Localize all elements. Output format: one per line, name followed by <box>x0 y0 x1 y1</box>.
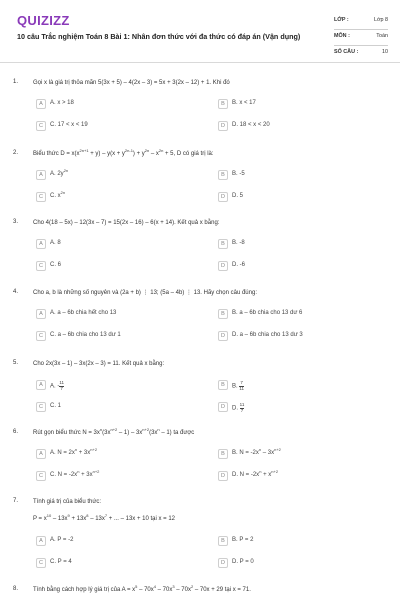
option-letter-box: A <box>36 170 46 180</box>
option-b[interactable] <box>218 309 383 321</box>
meta-value: Toán <box>376 33 388 39</box>
option-letter-box: D <box>218 471 228 481</box>
option-d[interactable] <box>218 261 383 273</box>
option-letter-box: B <box>218 380 228 390</box>
option-b[interactable] <box>218 536 383 548</box>
option-text: A. $N = 2x^n + 3x^{n+2}$ <box>50 447 98 456</box>
option-c[interactable] <box>36 471 201 483</box>
option-text: C. a – 6b chia cho 13 dư 1 <box>50 332 121 338</box>
option-text: C. 6 <box>50 262 62 268</box>
option-text: D. 18 < x < 20 <box>232 122 270 128</box>
option-b[interactable] <box>218 170 383 182</box>
option-b[interactable] <box>218 99 383 111</box>
option-letter-box: C <box>36 331 46 341</box>
option-text: B. a – 6b chia cho 13 dư 6 <box>232 310 303 316</box>
question-text: Cho 2x(3x – 1) – 3x(2x – 3) = 11. Kết quả x bằng: <box>33 361 165 367</box>
meta-label: LỚP : <box>334 17 349 23</box>
question-number: 2. <box>13 150 19 156</box>
option-letter-box: B <box>218 536 228 546</box>
option-letter-box: A <box>36 309 46 319</box>
question-number: 5. <box>13 360 19 366</box>
option-b[interactable] <box>218 449 383 461</box>
question-number: 7. <box>13 498 19 504</box>
option-letter-box: A <box>36 449 46 459</box>
option-text: B. $\frac{7}{11}$ <box>232 380 245 391</box>
option-text: A. $2y^{2n}$ <box>50 168 69 177</box>
option-text: A. 8 <box>50 240 61 246</box>
option-letter-box: B <box>218 99 228 109</box>
option-text: B. x < 17 <box>232 100 256 106</box>
option-text: B. $N = -2x^n - 3x^{n+2}$ <box>232 447 281 456</box>
question-text: Biểu thức $D = x(x^{2n+1} + y) - y(x + y^{2n-1}) + y^{2n} - x^{2n} + 5$, D có giá trị là: <box>33 148 214 157</box>
option-a[interactable] <box>36 449 201 461</box>
option-letter-box: B <box>218 449 228 459</box>
option-text: A. x > 18 <box>50 100 74 106</box>
option-text: C. 1 <box>50 403 62 409</box>
option-letter-box: B <box>218 239 228 249</box>
question-number: 1. <box>13 79 19 85</box>
option-text: B. -5 <box>232 171 245 177</box>
option-letter-box: C <box>36 261 46 271</box>
option-letter-box: D <box>218 192 228 202</box>
question-number: 3. <box>13 219 19 225</box>
meta-label: SỐ CÂU : <box>334 49 359 55</box>
question-expression: $P = x^{10} - 13x^9 + 13x^8 - 13x^7$ + ... – 13x + 10 tại x = 12 <box>33 513 176 522</box>
option-a[interactable] <box>36 536 201 548</box>
option-letter-box: C <box>36 471 46 481</box>
option-letter-box: B <box>218 309 228 319</box>
option-d[interactable] <box>218 402 383 414</box>
option-text: C. 17 < x < 19 <box>50 122 88 128</box>
option-text: B. P = 2 <box>232 537 254 543</box>
question-text: Cho 4(18 – 5x) – 12(3x – 7) = 15(2x – 16) – 6(x + 14). Kết quả x bằng: <box>33 220 220 226</box>
question-text: Gọi x là giá trị thỏa mãn 5(3x + 5) – 4(2x – 3) = 5x + 3(2x – 12) + 1. Khi đó <box>33 80 230 86</box>
option-letter-box: C <box>36 121 46 131</box>
option-a[interactable] <box>36 380 201 392</box>
option-text: D. P = 0 <box>232 559 254 565</box>
option-letter-box: D <box>218 402 228 412</box>
option-text: D. 5 <box>232 193 244 199</box>
page-title: 10 câu Trắc nghiệm Toán 8 Bài 1: Nhân đơn thức với đa thức có đáp án (Vận dụng) <box>17 32 301 41</box>
meta-row-class <box>334 14 388 30</box>
option-d[interactable] <box>218 192 383 204</box>
option-d[interactable] <box>218 558 383 570</box>
question-number: 4. <box>13 289 19 295</box>
option-letter-box: A <box>36 239 46 249</box>
option-text: D. $N = -2x^n + x^{n+2}$ <box>232 469 279 478</box>
option-c[interactable] <box>36 192 201 204</box>
option-letter-box: D <box>218 558 228 568</box>
option-c[interactable] <box>36 402 201 414</box>
option-letter-box: A <box>36 536 46 546</box>
option-text: D. $\frac{11}{7}$ <box>232 402 245 413</box>
option-d[interactable] <box>218 331 383 343</box>
meta-label: MÔN : <box>334 33 350 39</box>
option-letter-box: C <box>36 558 46 568</box>
question-text: Tính bằng cách hợp lý giá trị của $A = x^5 - 70x^4 - 70x^3 - 70x^2 - 70x + 29$ tại x = 71. <box>33 584 251 593</box>
question-text: Cho a, b là những số nguyên và (2a + b) ⋮ 13; (5a – 4b) ⋮ 13. Hãy chọn câu đúng: <box>33 290 257 296</box>
option-c[interactable] <box>36 261 201 273</box>
meta-value: Lớp 8 <box>373 17 388 23</box>
option-a[interactable] <box>36 170 201 182</box>
option-letter-box: A <box>36 380 46 390</box>
option-b[interactable] <box>218 380 383 392</box>
option-letter-box: D <box>218 331 228 341</box>
option-d[interactable] <box>218 121 383 133</box>
option-c[interactable] <box>36 558 201 570</box>
option-text: D. a – 6b chia cho 13 dư 3 <box>232 332 303 338</box>
option-letter-box: B <box>218 170 228 180</box>
question-text: Rút gọn biểu thức $N = 3x^n(3x^{n+2} - 1) - 3x^{n+2}(3x^n - 1)$ ta được <box>33 427 195 436</box>
header-divider <box>0 62 400 63</box>
question-number: 8. <box>13 586 19 592</box>
quizizz-logo: QUIZIZZ <box>17 13 70 28</box>
option-letter-box: A <box>36 99 46 109</box>
option-a[interactable] <box>36 99 201 111</box>
meta-panel <box>334 14 388 61</box>
option-a[interactable] <box>36 239 201 251</box>
option-text: A. P = -2 <box>50 537 74 543</box>
option-text: D. -6 <box>232 262 246 268</box>
option-c[interactable] <box>36 121 201 133</box>
option-b[interactable] <box>218 239 383 251</box>
option-d[interactable] <box>218 471 383 483</box>
question-text: Tính giá trị của biểu thức: <box>33 499 102 505</box>
option-text: C. $N = -2x^n + 3x^{n+2}$ <box>50 469 100 478</box>
option-letter-box: C <box>36 192 46 202</box>
option-text: A. a – 6b chia hết cho 13 <box>50 310 117 316</box>
option-text: B. -8 <box>232 240 245 246</box>
option-letter-box: D <box>218 121 228 131</box>
option-text: C. $x^{2n}$ <box>50 190 66 199</box>
option-a[interactable] <box>36 309 201 321</box>
meta-value: 10 <box>382 49 388 55</box>
option-c[interactable] <box>36 331 201 343</box>
option-letter-box: D <box>218 261 228 271</box>
meta-row-subject <box>334 30 388 46</box>
meta-row-count <box>334 46 388 61</box>
question-number: 6. <box>13 429 19 435</box>
option-text: A. - $\frac{11}{7}$ <box>50 380 65 391</box>
option-text: C. P = 4 <box>50 559 72 565</box>
option-letter-box: C <box>36 402 46 412</box>
